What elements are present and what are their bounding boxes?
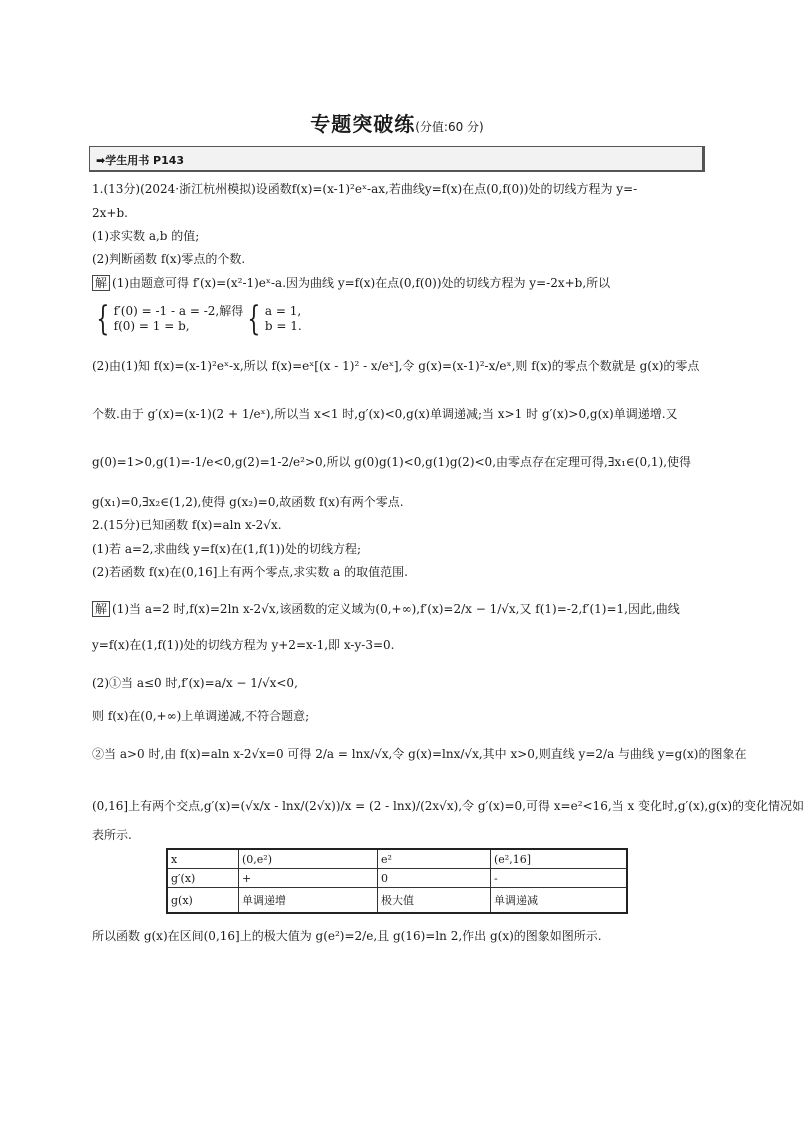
- problem1-solution-line3: 个数.由于 g′(x)=(x-1)(2 + 1/eˣ),所以当 x<1 时,g′(x)<0,g(x)单调递减;当 x>1 时 g′(x)>0,g(x)单调递增.又: [92, 407, 678, 421]
- problem2-solution-line4: 则 f(x)在(0,+∞)上单调递减,不符合题意;: [92, 709, 310, 723]
- problem2-solution-line1: [92, 601, 704, 617]
- system-left-eq2: f(0) = 1 = b,: [113, 319, 190, 333]
- problem2-question1: (1)若 a=2,求曲线 y=f(x)在(1,f(1))处的切线方程;: [92, 542, 361, 556]
- problem1-solution-line4: g(0)=1>0,g(1)=-1/e<0,g(2)=1-2/e²>0,所以 g(0)g(1)<0,g(1)g(2)<0,由零点存在定理可得,∃x₁∈(0,1),使得: [92, 455, 692, 469]
- table-cell: 极大值: [378, 888, 491, 914]
- table-cell: +: [239, 869, 378, 888]
- student-book-label: ➡学生用书 P143: [96, 154, 185, 167]
- solution-mark: 解: [92, 275, 110, 291]
- table-row: [167, 869, 627, 888]
- table-cell: (0,e²): [239, 849, 378, 869]
- problem2-solution-line6: (0,16]上有两个交点,g′(x)=(√x/x - lnx/(2√x))/x = (2 - lnx)/(2x√x),令 g′(x)=0,可得 x=e²<16,当 x 变化时,g′(x),g(x)的变化情况如: [92, 799, 804, 813]
- system-left-eq1: f′(0) = -1 - a = -2,: [113, 304, 220, 318]
- problem1-stem-line2: 2x+b.: [92, 206, 128, 220]
- table-cell: g′(x): [167, 869, 239, 888]
- system-right-eq1: a = 1,: [264, 304, 302, 318]
- problem1-question1: (1)求实数 a,b 的值;: [92, 229, 200, 243]
- table-cell: -: [491, 869, 628, 888]
- problem1-question2: (2)判断函数 f(x)零点的个数.: [92, 252, 246, 266]
- problem1-solution-line5: g(x₁)=0,∃x₂∈(1,2),使得 g(x₂)=0,故函数 f(x)有两个零点.: [92, 495, 404, 509]
- variation-table: [166, 848, 628, 914]
- problem2-stem: 2.(15分)已知函数 f(x)=aln x-2√x.: [92, 518, 282, 532]
- problem2-solution-line7: 表所示.: [92, 828, 132, 842]
- table-row: [167, 849, 627, 869]
- system-right-eq2: b = 1.: [264, 319, 302, 333]
- table-cell: 0: [378, 869, 491, 888]
- table-cell: 单调递减: [491, 888, 628, 914]
- system-right: [265, 304, 302, 334]
- problem2-solution-line3: (2)①当 a≤0 时,f′(x)=a/x − 1/√x<0,: [92, 676, 298, 690]
- table-cell: e²: [378, 849, 491, 869]
- table-row: [167, 888, 627, 914]
- problem2-question2: (2)若函数 f(x)在(0,16]上有两个零点,求实数 a 的取值范围.: [92, 565, 408, 579]
- solution-text: (1)由题意可得 f′(x)=(x²-1)eˣ-a.因为曲线 y=f(x)在点(0,f(0))处的切线方程为 y=-2x+b,所以: [112, 276, 611, 290]
- problem1-solution-line2: (2)由(1)知 f(x)=(x-1)²eˣ-x,所以 f(x)=eˣ[(x - 1)² - x/eˣ],令 g(x)=(x-1)²-x/eˣ,则 f(x)的零点个数就是 g(x)的零点: [92, 359, 700, 373]
- title-text: 专题突破练: [310, 112, 416, 136]
- problem2-solution-line2: y=f(x)在(1,f(1))处的切线方程为 y+2=x-1,即 x-y-3=0.: [92, 638, 395, 652]
- score-note: (分值:60 分): [415, 120, 484, 134]
- student-book-bar: [89, 146, 705, 172]
- page-title: [0, 108, 794, 137]
- problem2-solution-line8: 所以函数 g(x)在区间(0,16]上的极大值为 g(e²)=2/e,且 g(16)=ln 2,作出 g(x)的图象如图所示.: [92, 929, 602, 943]
- equation-system: [92, 299, 302, 339]
- problem2-solution-line5: ②当 a>0 时,由 f(x)=aln x-2√x=0 可得 2/a = lnx/√x,令 g(x)=lnx/√x,其中 x>0,则直线 y=2/a 与曲线 y=g(x)的图象在: [92, 747, 747, 761]
- table-cell: g(x): [167, 888, 239, 914]
- solution-text: (1)当 a=2 时,f(x)=2ln x-2√x,该函数的定义域为(0,+∞),f′(x)=2/x − 1/√x,又 f(1)=-2,f′(1)=1,因此,曲线: [112, 602, 680, 616]
- table-cell: x: [167, 849, 239, 869]
- system-mid-text: 解得: [219, 304, 244, 318]
- problem1-solution-line1: [92, 275, 704, 291]
- table-cell: 单调递增: [239, 888, 378, 914]
- solution-mark: 解: [92, 601, 110, 617]
- left-brace: {: [96, 299, 110, 339]
- problem1-stem-line1: 1.(13分)(2024·浙江杭州模拟)设函数f(x)=(x-1)²eˣ-ax,若曲线y=f(x)在点(0,f(0))处的切线方程为 y=-: [92, 182, 638, 196]
- table-cell: (e²,16]: [491, 849, 628, 869]
- right-brace: {: [247, 299, 261, 339]
- system-left: [114, 304, 220, 334]
